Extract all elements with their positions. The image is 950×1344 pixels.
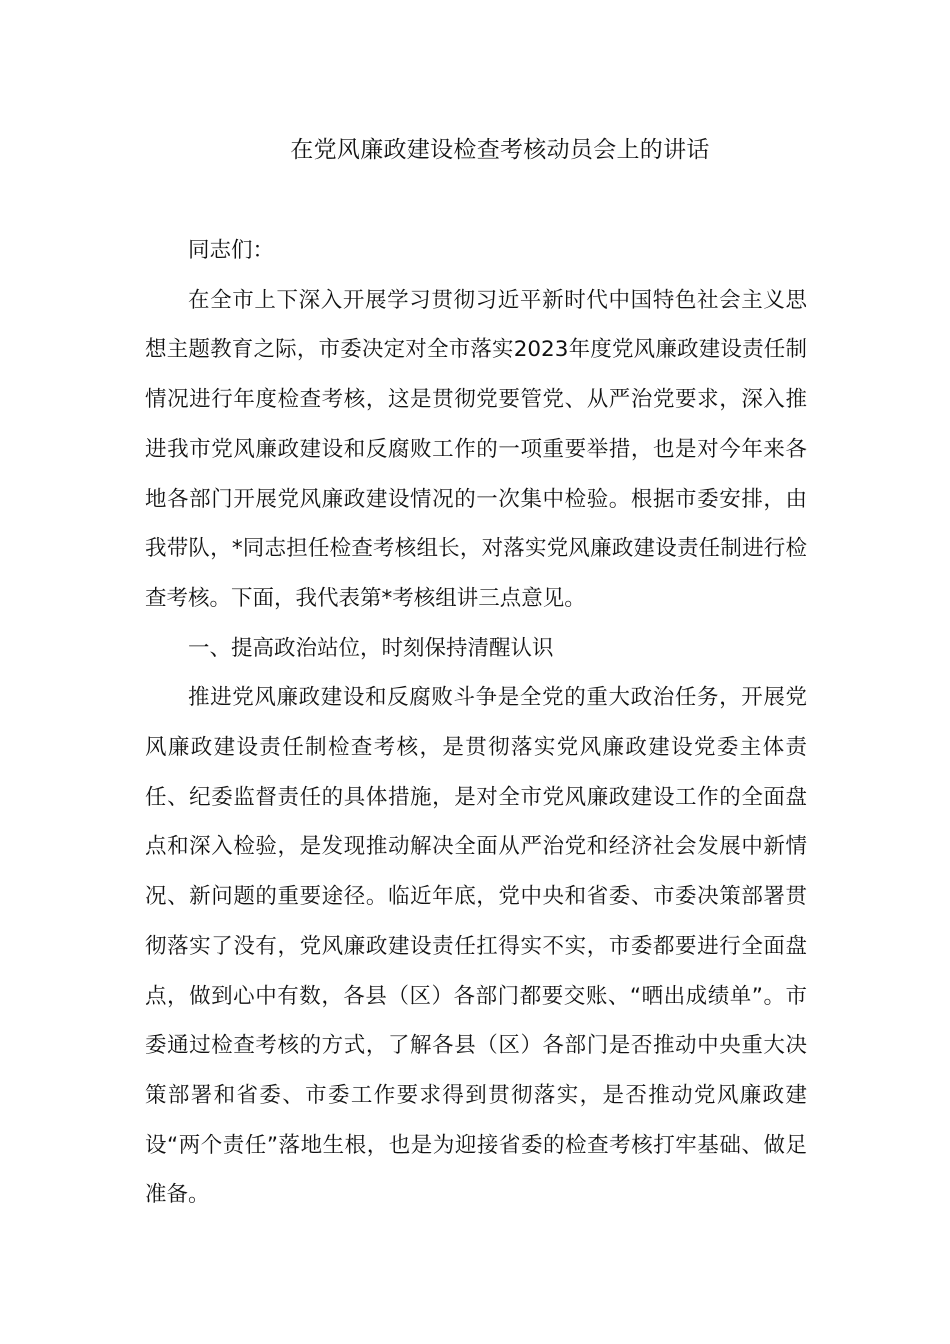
salutation: 同志们： bbox=[188, 238, 275, 263]
paragraph-section-1: 推进党风廉政建设和反腐败斗争是全党的重大政治任务，开展党风廉政建设责任制检查考核，是贯彻落实党风廉政建设党委主体责任、纪委监督责任的具体措施，是对全市党风廉政建设工作的全面盘点和深入检验，是发现推动解决全面从严治党和经济社会发展中新情况、新问题的重要途径。临近年底，党中央和省委、市委决策部署贯彻落实了没有，党风廉政建设责任扛得实不实，市委都要进行全面盘点，做到心中有数，各县（区）各部门都要交账、“晒出成绩单”。市委通过检查考核的方式，了解各县（区）各部门是否推动中央重大决策部署和省委、市委工作要求得到贯彻落实，是否推动党风廉政建设“两个责任”落地生根，也是为迎接省委的检查考核打牢基础、做足准备。 bbox=[145, 685, 807, 1208]
document-title: 在党风廉政建设检查考核动员会上的讲话 bbox=[290, 137, 710, 163]
paragraph-intro: 在全市上下深入开展学习贯彻习近平新时代中国特色社会主义思想主题教育之际，市委决定对全市落实2023年度党风廉政建设责任制情况进行年度检查考核，这是贯彻党要管党、从严治党要求，深入推进我市党风廉政建设和反腐败工作的一项重要举措，也是对今年来各地各部门开展党风廉政建设情况的一次集中检验。根据市委安排，由我带队，*同志担任检查考核组长，对落实党风廉政建设责任制进行检查考核。下面，我代表第*考核组讲三点意见。 bbox=[145, 287, 807, 611]
document-body bbox=[145, 226, 807, 1220]
section-heading-1: 一、提高政治站位，时刻保持清醒认识 bbox=[188, 635, 554, 661]
